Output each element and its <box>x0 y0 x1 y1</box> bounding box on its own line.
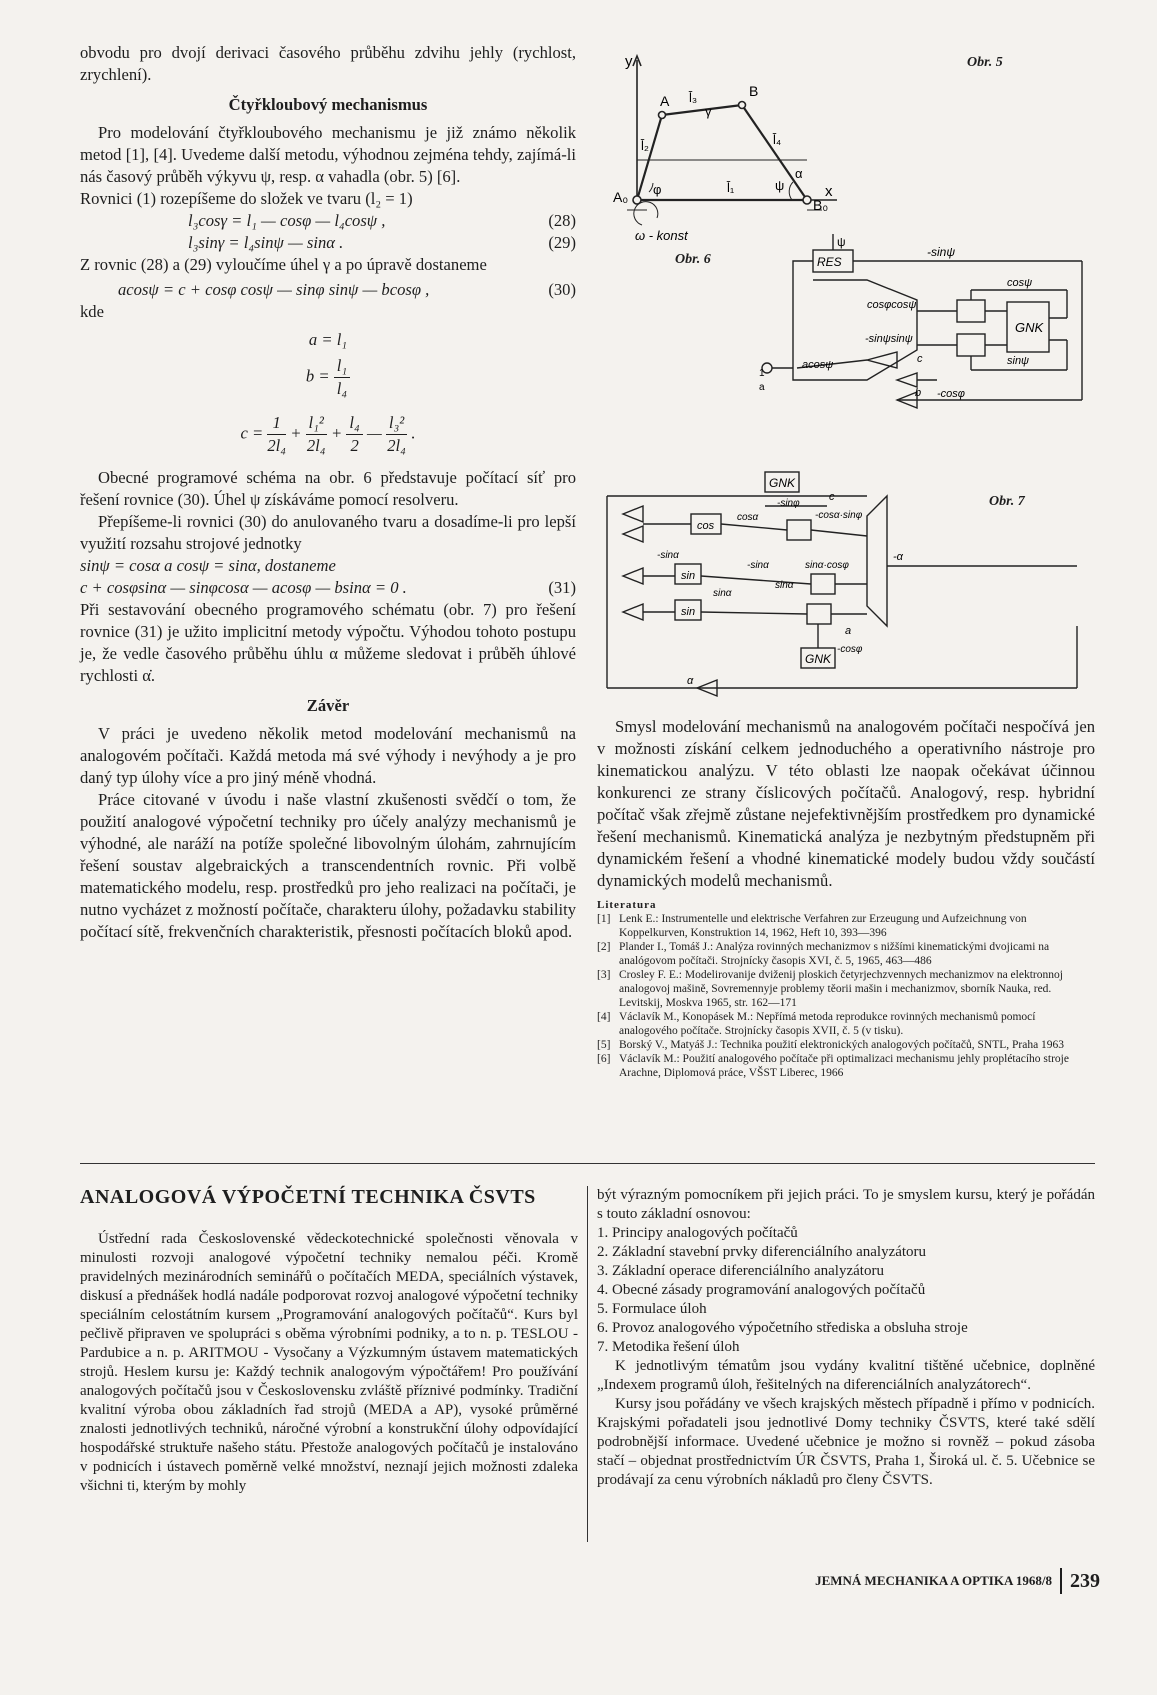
reference-text: Crosley F. E.: Modelirovanije dviženij ploskich četyrjechzvennych mechanizmov na elektronnoj analogovoj mašině, Sovremennyje problemy těorii mašin i mechanizmov, sborník Nauka, red. Levitskij, Moskva 1965, str. 162—171 <box>619 969 1063 1009</box>
list-item: 7. Metodika řešení úloh <box>597 1339 740 1355</box>
article-left-column <box>80 1230 578 1496</box>
omega-label: ω - konst <box>635 228 688 243</box>
paragraph: sinψ = cosα a cosψ = sinα, dostaneme <box>80 556 336 575</box>
diagram-label: cosα <box>737 512 759 523</box>
fraction <box>306 412 327 457</box>
point-label: B <box>749 83 759 99</box>
figure-caption: Obr. 6 <box>675 252 711 267</box>
reference-text: Borský V., Matyáš J.: Technika použití elektronických analogových počítačů, SNTL, Praha 1963 <box>619 1039 1065 1051</box>
link-label: l̄₂ <box>641 138 649 153</box>
reference-number: [5] <box>597 1039 611 1051</box>
link-label: l̄₁ <box>727 180 735 195</box>
diagram-label: sinα <box>713 588 732 599</box>
reference-item <box>597 1010 1095 1038</box>
fraction <box>346 412 362 457</box>
paragraph: Při sestavování obecného programového schématu (obr. 7) pro řešení rovnice (31) je užito implicitní metody výpočtu. Výhodou tohoto postupu je, že vedle časového průběhu úhlu α můžeme sledovat i průběh úhlové rychlosti α̇. <box>80 600 576 685</box>
article-title: ANALOGOVÁ VÝPOČETNÍ TECHNIKA ČSVTS <box>80 1186 536 1208</box>
list-item: 5. Formulace úloh <box>597 1301 707 1317</box>
right-column <box>597 716 1095 1080</box>
diagram-label: 1 <box>759 368 765 379</box>
reference-number: [1] <box>597 913 611 925</box>
figure-caption: Obr. 7 <box>989 494 1025 509</box>
equation-text: b = <box>305 366 330 386</box>
denominator: 2l₄ <box>306 436 326 455</box>
fraction <box>267 412 286 457</box>
reference-text: Plander I., Tomáš J.: Analýza rovinných mechanizmov s nižšími kinematickými dvojicami na analógovom počítači. Strojnícky časopis XVI, č. 5, 1965, 463—486 <box>619 941 1050 967</box>
diagram-label: -cosα·sinφ <box>815 510 863 521</box>
equation-number: (31) <box>548 578 576 597</box>
reference-number: [3] <box>597 969 611 981</box>
section-divider <box>80 1163 1095 1164</box>
paragraph-intro: obvodu pro dvojí derivaci časového průběhu zdvihu jehly (rychlost, zrychlení). <box>80 43 576 84</box>
diagram-label: sinα·cosφ <box>805 560 849 571</box>
section-heading-mechanism: Čtyřkloubový mechanismus <box>228 95 428 114</box>
link-label: l̄₄ <box>773 132 782 147</box>
fraction <box>386 412 407 457</box>
paragraph: Pro modelování čtyřkloubového mechanismu je již známo několik metod [1], [4]. Uvedeme další metodu, výhodnou zejména tehdy, zajímá-li nás časový průběh výkyvu ψ, resp. α vahadla (obr. 5) [6]. <box>80 123 576 186</box>
reference-item <box>597 940 1095 968</box>
diagram-label: -cosφ <box>837 644 863 655</box>
left-column <box>80 42 576 943</box>
numerator: l₄ <box>346 412 362 435</box>
equation-text: c + cosφsinα — sinφcosα — acosφ — bsinα = 0 . <box>80 578 407 597</box>
numerator: l₁ <box>334 355 350 378</box>
reference-number: [2] <box>597 941 611 953</box>
numerator: l₃² <box>386 412 407 435</box>
equation-28 <box>80 210 576 232</box>
diagram-label: acosψ <box>802 359 834 371</box>
article-right-column <box>597 1186 1095 1490</box>
equation-text: l₃sinγ = l₄sinψ — sinα . <box>188 233 344 252</box>
reference-number: [6] <box>597 1053 611 1065</box>
paragraph: být výrazným pomocníkem při jejich práci. To je smyslem kursu, který je pořádán s touto základní osnovou: <box>597 1187 1095 1222</box>
denominator: 2l₄ <box>267 436 287 455</box>
paragraph: Z rovnic (28) a (29) vyloučíme úhel γ a po úpravě dostaneme <box>80 255 487 274</box>
diagram-label: -sinψsinψ <box>865 333 913 345</box>
equation-text: l₃cosγ = l₁ — cosφ — l₄cosψ , <box>188 211 386 230</box>
list-item: 4. Obecné zásady programování analogových počítačů <box>597 1282 926 1298</box>
equation-b <box>80 355 576 400</box>
fraction <box>334 355 350 400</box>
references-title: Literatura <box>597 899 657 911</box>
diagram-label: sinα <box>775 580 794 591</box>
diagram-block-label: RES <box>817 255 842 269</box>
angle-label: ψ <box>775 178 785 193</box>
equation-30 <box>80 279 576 301</box>
reference-item <box>597 1052 1095 1080</box>
figure-5 <box>597 50 1097 243</box>
paragraph: Práce citované v úvodu i naše vlastní zkušenosti svědčí o tom, že použití analogové výpočetní techniky pro účely analýzy mechanismů je výhodné, ale naráží na potíže společné libovolným úlohám, zahrnujícím řešení soustav algebraických a transcendentních rovnic. Při volbě matematického modelu, resp. prostředků pro jeho realizaci na počítači, je nutno vycházet z možností počítače, charakteru úlohy, požadavku stability počítací sítě, frekvenčních charakteristik, přesnosti počítacích bloků apod. <box>80 790 576 941</box>
paragraph: V práci je uvedeno několik metod modelování mechanismů na analogovém počítači. Každá metoda má své výhody i nevýhody a je pro daný typ úlohy více a pro jiný méně vhodná. <box>80 724 576 787</box>
diagram-label: c <box>829 491 835 503</box>
denominator: l₄ <box>336 379 348 398</box>
kde-label: kde <box>80 302 104 321</box>
link-label: l̄₃ <box>689 90 698 105</box>
references <box>597 898 1095 1080</box>
diagram-label: -cosφ <box>937 388 965 400</box>
reference-text: Lenk E.: Instrumentelle und elektrische Verfahren zur Erzeugung und Aufzeichnung von Koppelkurven, Konstruktion 14, 1962, Heft 10, 393—396 <box>619 913 1027 939</box>
journal-name: JEMNÁ MECHANIKA A OPTIKA 1968/8 <box>815 1573 1052 1588</box>
paragraph: Přepíšeme-li rovnici (30) do anulovaného tvaru a dosadíme-li pro lepší využití rozsahu strojové jednotky <box>80 512 576 553</box>
diagram-label: α <box>687 675 694 687</box>
axis-y-label: y <box>625 53 633 70</box>
equation-31 <box>80 577 576 599</box>
list-item: 1. Principy analogových počítačů <box>597 1225 798 1241</box>
angle-label: α <box>795 166 803 181</box>
page-footer <box>770 1568 1100 1594</box>
section-heading-conclusion: Závěr <box>306 696 350 715</box>
equation-number: (29) <box>548 233 576 252</box>
paragraph: K jednotlivým tématům jsou vydány kvalitní tištěné učebnice, doplněné „Indexem programů úloh, řešitelných na diferenciálních analyzátorech“. <box>597 1358 1095 1393</box>
diagram-label: a <box>759 382 765 393</box>
reference-text: Václavík M.: Použití analogového počítače při optimalizaci mechanismu jehly proplétacího stroje Arachne, Diplomová práce, VŠST Liberec, 1966 <box>619 1053 1069 1079</box>
diagram-label: cosψ <box>1007 277 1033 289</box>
reference-item <box>597 968 1095 1010</box>
figure-7 <box>597 466 1097 701</box>
denominator: 2 <box>350 436 359 455</box>
diagram-block-label: GNK <box>1015 320 1044 335</box>
figure-caption: Obr. 5 <box>967 55 1003 70</box>
diagram-label: -α <box>893 551 903 563</box>
denominator: 2l₄ <box>387 436 406 455</box>
diagram-label: -sinφ <box>777 498 800 509</box>
footer-divider <box>1060 1568 1062 1594</box>
page-number: 239 <box>1070 1569 1100 1592</box>
equation-c: c = $\frac{1}{\text{2l₄}}$ + $\frac{\text{l₁²}}{\text{2l₄}}$ + $\frac{\text{l₄}}{2}$ — $\frac{\text{l₃²}}{\text{2l₄}}$ . <box>240 413 416 455</box>
point-label: B₀ <box>813 197 829 213</box>
four-bar-mechanism-diagram <box>597 50 1097 243</box>
diagram-label: a <box>845 625 852 637</box>
paragraph: Ústřední rada Československé vědeckotechnické společnosti věnovala v minulosti rozvoji analogové výpočetní techniky nemalou péči. Kromě pravidelných mezinárodních seminářů o počítačích MEDA, speciálních výstavek, diskusí a přednášek hodlá nadále podporovat rozvoj analogové výpočetní techniky speciálním celostátním kursem „Programování analogových počítačů“. Kurs byl pečlivě připraven ve spolupráci s oběma výrobními podniky, a to n. p. TESLOU - Pardubice a n. p. ARITMOU - Vysočany a Výzkumným ústavem matematických strojů. Heslem kursu je: Každý technik analogovým výpočtářem! Pro používání analogových počítačů jsou v Československu zvláště příznivé podmínky. Tradiční kvalitní výroba obou základních řad strojů (MEDA a AP), vysoké průměrné znalosti jednotlivých techniků, náročné výrobní a konstrukční úlohy odpovídající hospodářské struktuře našeho státu. Přestože analogových počítačů je instalováno v podnicích i ústavech poměrně velké množství, neznají jejich možnosti zdaleka všichni ti, kterým by mohly <box>80 1231 578 1494</box>
diagram-label: -sinα <box>747 560 769 571</box>
diagram-label: cosφcosψ <box>867 299 917 311</box>
equation-number: (28) <box>548 211 576 230</box>
numerator: l₁² <box>306 412 327 435</box>
equation-text: c = <box>240 423 264 443</box>
paragraph: Smysl modelování mechanismů na analogovém počítači nespočívá jen v možnosti získání celkem jednoduchého a operativního nástroje pro kinematickou analýzu. V této oblasti lze naopak očekávat účinnou konkurenci ze strany číslicových počítačů. Analogový, resp. hybridní počítač však zřejmě zůstane nejefektivnějším prostředkem pro dynamické řešení mechanismů. Kinematická analýza je nezbytným předstupněm při dynamickém řešení a vhodné kinematické modely budou vždy součástí dynamických modelů mechanismů. <box>597 717 1095 890</box>
diagram-block-label: sin <box>681 606 696 618</box>
reference-text: Václavík M., Konopásek M.: Nepřímá metoda reprodukce rovinných mechanismů pomocí analogového počítače. Strojnícky časopis XVII, č. 5 (v tisku). <box>619 1011 1036 1037</box>
diagram-label: b <box>915 387 922 399</box>
axis-x-label: x <box>825 183 833 200</box>
equation-a: a = l₁ <box>308 330 348 349</box>
diagram-block-label: cos <box>697 520 715 532</box>
point-label: A <box>660 93 670 109</box>
reference-item <box>597 912 1095 940</box>
course-outline-list <box>597 1224 1095 1357</box>
diagram-label: ψ <box>837 235 846 249</box>
angle-label: γ <box>705 104 712 119</box>
diagram-label: -sinα <box>657 550 679 561</box>
diagram-label: -sinψ <box>927 245 956 259</box>
diagram-block-label: GNK <box>769 476 796 490</box>
diagram-block-label: sin <box>681 570 696 582</box>
equation-text: acosψ = c + cosφ cosψ — sinφ sinψ — bcosφ , <box>118 280 430 299</box>
reference-list <box>597 912 1095 1080</box>
reference-item <box>597 1038 1095 1052</box>
diagram-block-label: GNK <box>805 652 832 666</box>
reference-number: [4] <box>597 1011 611 1023</box>
list-item: 6. Provoz analogového výpočetního střediska a obsluha stroje <box>597 1320 968 1336</box>
angle-label: φ <box>653 182 662 197</box>
list-item: 2. Základní stavební prvky diferenciálního analyzátoru <box>597 1244 927 1260</box>
list-item: 3. Základní operace diferenciálního analyzátoru <box>597 1263 884 1279</box>
point-label: A₀ <box>613 189 629 205</box>
diagram-label: sinψ <box>1007 355 1030 367</box>
paragraph: Kursy jsou pořádány ve všech krajských městech případně i přímo v podnicích. Krajskými pořadateli jsou jednotlivé Domy techniky ČSVTS, které také sdělí podrobnější informace. Uvedené učebnice je možno si rovněž – pokud zásoba stačí – objednat prostřednictvím ÚR ČSVTS, Praha 1, Široká ul. č. 5. Učebnice se prodávají za cenu výrobních nákladů pro členy ČSVTS. <box>597 1396 1095 1488</box>
equation-29 <box>80 232 576 254</box>
paragraph: Obecné programové schéma na obr. 6 představuje počítací síť pro řešení rovnice (30). Úhel ψ získáváme pomocí resolveru. <box>80 468 576 509</box>
paragraph: Rovnici (1) rozepíšeme do složek ve tvaru (l₂ = 1) <box>80 189 413 208</box>
column-divider <box>587 1186 588 1542</box>
diagram-label: c <box>917 353 923 365</box>
numerator: 1 <box>267 412 286 435</box>
equation-number: (30) <box>548 280 576 299</box>
